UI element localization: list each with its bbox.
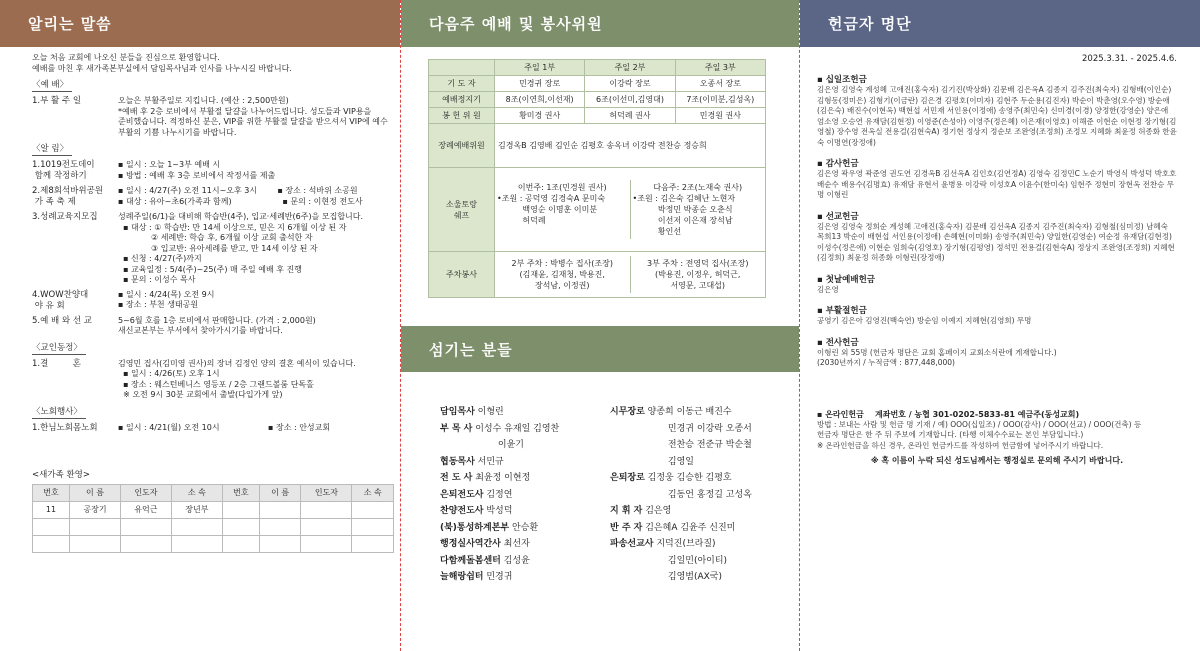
notice-item bbox=[32, 290, 384, 312]
item-line: 5~6월 호를 1층 로비에서 판매합니다. (가격 : 2,000원) bbox=[118, 315, 316, 325]
servant-role: 반 주 자 bbox=[610, 522, 643, 533]
servant-role: 은퇴전도사 bbox=[440, 489, 484, 500]
seniors-item bbox=[32, 423, 384, 434]
intro-line: 예배를 마친 후 새가족본부실에서 담임목사님과 인사를 나누시길 바랍니다. bbox=[32, 64, 292, 73]
social-title: 이번주: 1조(민경원 권사) bbox=[517, 183, 607, 192]
table-cell: 11 bbox=[33, 501, 70, 518]
servant-row bbox=[610, 421, 790, 438]
servant-names: 이성수 유재일 김영찬 bbox=[475, 423, 560, 434]
parking-line: 장석남, 이정권) bbox=[534, 281, 590, 290]
servant-names: 최윤정 이현정 bbox=[475, 473, 531, 483]
online-title: ▪ 온라인헌금 bbox=[817, 409, 864, 419]
servant-names: 민경귀 bbox=[486, 572, 513, 582]
table-cell: 오종서 장로 bbox=[675, 76, 765, 92]
servant-row bbox=[610, 536, 790, 553]
item-label: 2.제8회석바위공원 가 족 축 제 bbox=[32, 186, 103, 207]
online-line: 방법 : 보내는 사람 및 헌금 명 기재 / 예) OOO(십일조) / OOO(감사) / OOO(선교) / OOO(건축) 등 bbox=[817, 419, 1142, 429]
parking-line: 서영문, 고대섭) bbox=[670, 281, 726, 290]
table-row bbox=[429, 168, 766, 252]
social-line: •조원 : 공덕영 김경숙A 문미숙 bbox=[497, 194, 606, 203]
section-notices: 〈알 림〉 bbox=[32, 142, 72, 156]
worship-item bbox=[32, 96, 388, 138]
item-label: 1.1019전도데이 함께 작정하기 bbox=[32, 160, 95, 181]
donor-group-names: 김은영 김영숙 계성혜 고애진(홍숙자) 김기진(박상화) 김문배 김은옥A 김종지 김주진(최숙자) 김형배(이인순) 김형동(정미은) 김형기(이금란) 김은경 김평호(이미자) 김현주 두순용(김진자) 박순이 박춘영(오수영) 방순애(김은숙) 배진수(이현옥) 백현섭 서민재 서인용(이정애) 송영주(최민숙) 신미경(이경) 양정한(강영순) 양은애 엄소영 오승연 유재담(김현정) 이영준(손성아) 이영주(정은혜) 이은재(이영호) 이해준 이현순 이현정 장기형(김영철) 장수영 전옥실 전용걸(김현숙A) 정기현 정상지 정순보 조완영(조정희) 조정모 지혜화 최윤정 허종화 한윤숙 이명연(장정애) bbox=[817, 85, 1177, 147]
donor-group-title: ▪ 전사헌금 bbox=[817, 337, 859, 348]
table-cell: 민경귀 장로 bbox=[495, 76, 585, 92]
donor-period: 2025.3.31. - 2025.4.6. bbox=[1082, 54, 1177, 64]
item-line: 준비했습니다. 적정하신 분은, VIP를 위한 부활절 달걀을 받으셔서 VIP에 예수 bbox=[118, 117, 388, 126]
social-line: 박정민 박종순 오춘식 bbox=[632, 205, 733, 214]
servant-role: 담임목사 bbox=[440, 407, 475, 417]
servant-row bbox=[610, 569, 790, 586]
donor-group-extra: (2030년까지 / 누적금액 : 877,448,000) bbox=[817, 358, 955, 367]
item-line: ▪ 일시 : 4/21(월) 오전 10시 bbox=[118, 422, 220, 432]
table-cell: 허덕례 권사 bbox=[585, 108, 675, 124]
servant-role: 늘해랑쉼터 bbox=[440, 572, 484, 582]
item-body bbox=[118, 359, 356, 401]
item-line: ▪ 장소 : 부천 생태공원 bbox=[118, 300, 199, 309]
item-label: 4.WOW찬양대 야 유 회 bbox=[32, 289, 89, 311]
servant-names: 김성윤 bbox=[503, 555, 530, 566]
table-label: 주차봉사 bbox=[429, 252, 495, 298]
item-body bbox=[118, 290, 215, 312]
table-cell: 황미경 권사 bbox=[495, 108, 585, 124]
servant-row bbox=[610, 503, 790, 520]
table-header: 이 름 bbox=[70, 484, 121, 501]
parking-line: 3부 주차 : 전영덕 집사(조장) bbox=[647, 259, 749, 268]
servant-row bbox=[610, 454, 790, 471]
table-cell bbox=[222, 501, 259, 518]
section-title: 예 배 bbox=[40, 80, 60, 90]
parking-line: (박용진, 이정우, 허덕근, bbox=[655, 270, 741, 279]
servant-role: 은퇴장로 bbox=[610, 473, 645, 483]
item-line: ▪ 대상 : 유아~초6(가족과 함께) ▪ 문의 : 이현정 전도사 bbox=[118, 196, 363, 206]
table-cell bbox=[301, 501, 352, 518]
item-line: ▪ 일시 : 오늘 1~3부 예배 시 bbox=[118, 160, 221, 169]
item-line: 김영민 집사(김미영 권사)의 장녀 김정인 양의 결혼 예식이 있습니다. bbox=[118, 358, 356, 368]
donor-group-names: 김은영 곽우영 곽준영 권도연 김경옥B 김선옥A 김인호(김연정A) 김영숙 김정민C 노순기 박영식 박성덕 박호호 배순수 배용수(김명효) 유재담 유현서 윤병용 이강락 이성호A 이윤수(한미숙) 임현주 정현미 장현옥 전찬승 무명 이형린 bbox=[817, 169, 1177, 199]
servant-names: 양종희 이동근 배진수 bbox=[647, 407, 732, 417]
donor-group-title: ▪ 감사헌금 bbox=[817, 159, 859, 169]
table-row bbox=[33, 501, 394, 518]
item-line: ③ 입교반: 유아세례를 받고, 만 14세 이상 된 자 bbox=[118, 243, 318, 253]
table-label: 소울토랑 쉐프 bbox=[429, 168, 495, 252]
header-servants bbox=[401, 326, 799, 372]
table-header-row bbox=[429, 60, 766, 76]
servant-names: 민경귀 이강락 오종서 bbox=[667, 423, 752, 434]
item-line: ▪ 대상 : ① 학습반: 만 14세 이상으로, 믿은 지 6개월 이상 된 자 bbox=[118, 222, 347, 232]
social-line: 허덕례 bbox=[497, 216, 546, 225]
servant-role: 찬양전도사 bbox=[440, 506, 484, 516]
servant-names: 김은혜A 김윤주 신진미 bbox=[645, 522, 736, 533]
item-line: 성례주일(6/1)을 대비해 학습반(4주), 입교·세례반(6주)을 모집합니다. bbox=[118, 212, 364, 221]
table-label: 예배정지기 bbox=[429, 92, 495, 108]
table-row bbox=[33, 535, 394, 552]
servant-role: 지 휘 자 bbox=[610, 506, 643, 516]
servant-names: 안승환 bbox=[511, 522, 539, 533]
table-cell: 공장기 bbox=[70, 501, 121, 518]
item-label: 1.부 활 주 일 bbox=[32, 96, 82, 106]
item-label: 3.성례교육지모집 bbox=[32, 212, 98, 222]
social-line: 황인선 bbox=[632, 227, 682, 236]
online-account: 계좌번호 / 농협 301-0202-5833-81 예금주(동성교회) bbox=[875, 409, 1080, 419]
servant-names: 김은영 bbox=[645, 506, 672, 516]
table-header: 인도자 bbox=[301, 484, 352, 501]
header-announcements bbox=[0, 0, 400, 47]
table-header: 소 속 bbox=[352, 484, 394, 501]
announcements-column bbox=[32, 52, 388, 553]
servant-names: 전찬승 전준규 박순철 bbox=[667, 440, 752, 450]
servant-role: 행정실사역간사 bbox=[440, 539, 501, 549]
servant-row bbox=[610, 470, 790, 487]
parking-line: 2부 주차 : 박병수 집사(조장) bbox=[511, 259, 613, 268]
schedule-column bbox=[428, 59, 766, 298]
servant-row bbox=[610, 553, 790, 570]
servants-left bbox=[440, 404, 610, 586]
item-line: ▪ 장소 : 안성교회 bbox=[268, 422, 331, 432]
section-title: 알 림 bbox=[40, 144, 60, 154]
newfamily-table bbox=[32, 484, 394, 553]
item-line: 부활의 기쁨 나누시기를 바랍니다. bbox=[118, 127, 237, 137]
online-line: ※ 온라인헌금을 하신 경우, 온라인 헌금카드를 작성하여 헌금함에 넣어주시기 바랍니다. bbox=[817, 440, 1104, 450]
table-header: 주일 1부 bbox=[495, 60, 585, 76]
header-title: 다음주 예배 및 봉사위원 bbox=[429, 15, 603, 33]
parking-line: (김재윤, 김재청, 박용진, bbox=[519, 270, 605, 279]
table-cell: 이강락 장로 bbox=[585, 76, 675, 92]
social-title: 다음주: 2조(노재숙 권사) bbox=[653, 183, 743, 192]
servant-names: 김동언 홍정길 고성옥 bbox=[667, 489, 752, 500]
table-header bbox=[429, 60, 495, 76]
table-row bbox=[429, 108, 766, 124]
item-line: ▪ 장소 : 웨스턴베니스 영등포 / 2층 그랜드볼룸 단독홀 bbox=[118, 379, 314, 389]
intro-text bbox=[32, 52, 384, 74]
table-header: 인도자 bbox=[120, 484, 171, 501]
header-title: 섬기는 분들 bbox=[429, 340, 513, 359]
servant-names: 박성덕 bbox=[486, 506, 513, 516]
item-line: ▪ 일시 : 4/26(토) 오후 1시 bbox=[118, 369, 220, 378]
servant-row bbox=[610, 437, 790, 454]
item-label: 1.결 혼 bbox=[32, 358, 81, 369]
servant-names: 김영일 bbox=[667, 456, 694, 467]
item-line: ▪ 교육일정 : 5/4(주)~25(주) 매 주일 예배 후 진행 bbox=[118, 264, 302, 274]
servant-names: 서민규 bbox=[477, 456, 504, 467]
item-body bbox=[118, 186, 363, 208]
section-seniors: 〈노회행사〉 bbox=[32, 405, 86, 419]
item-line: 오늘은 부활주일로 지킵니다. (예산 : 2,500만원) bbox=[118, 96, 289, 105]
servant-row bbox=[440, 553, 610, 570]
item-body bbox=[118, 160, 275, 182]
table-label: 봉 헌 위 원 bbox=[429, 108, 495, 124]
donor-groups bbox=[817, 73, 1177, 369]
table-header: 번호 bbox=[222, 484, 259, 501]
table-row bbox=[33, 518, 394, 535]
table-cell bbox=[495, 252, 766, 298]
servant-role: 파송선교사 bbox=[610, 539, 654, 549]
schedule-table bbox=[428, 59, 766, 298]
item-body bbox=[118, 316, 316, 337]
servant-names: 이형린 bbox=[477, 407, 504, 417]
family-item bbox=[32, 359, 384, 401]
item-line: ▪ 일시 : 4/24(목) 오전 9시 bbox=[118, 289, 215, 299]
servant-row bbox=[440, 437, 610, 454]
servant-row bbox=[440, 454, 610, 471]
parking-2 bbox=[495, 256, 631, 293]
table-header: 소 속 bbox=[171, 484, 222, 501]
servant-row bbox=[440, 520, 610, 537]
table-row bbox=[429, 76, 766, 92]
table-header-row bbox=[33, 484, 394, 501]
servant-names: 김정연 bbox=[486, 489, 513, 500]
table-cell: 김경옥B 김영배 김인순 김평호 송옥녀 이강락 전찬승 정승희 bbox=[495, 124, 766, 168]
header-title: 알리는 말씀 bbox=[28, 15, 112, 33]
notice-item bbox=[32, 316, 384, 337]
table-header: 주일 2부 bbox=[585, 60, 675, 76]
donor-group-title: ▪ 부활절헌금 bbox=[817, 306, 867, 316]
item-label: 1.한님노회몸노회 bbox=[32, 422, 98, 433]
table-row bbox=[429, 92, 766, 108]
table-label: 기 도 자 bbox=[429, 76, 495, 92]
servant-row bbox=[440, 569, 610, 586]
table-cell: 6조(이선미,김영대) bbox=[585, 92, 675, 108]
notice-item bbox=[32, 186, 384, 208]
table-header: 번호 bbox=[33, 484, 70, 501]
header-donors bbox=[800, 0, 1200, 47]
table-cell bbox=[259, 501, 301, 518]
notice-item bbox=[32, 212, 384, 286]
item-label: 5.예 배 와 선 교 bbox=[32, 315, 92, 326]
donor-group-title: ▪ 첫날예배헌금 bbox=[817, 274, 875, 285]
table-cell: 민경원 권사 bbox=[675, 108, 765, 124]
table-cell: 7조(이미분,김성옥) bbox=[675, 92, 765, 108]
social-this-week bbox=[495, 180, 631, 239]
servant-names: 김일민(아이티) bbox=[667, 555, 728, 566]
intro-line: 오늘 처음 교회에 나오신 분들을 진심으로 환영합니다. bbox=[32, 53, 220, 62]
social-line: •조원 : 김은숙 김혜난 노현자 bbox=[632, 194, 736, 203]
servant-row bbox=[440, 503, 610, 520]
section-family: 〈교인동정〉 bbox=[32, 341, 86, 355]
item-line: ▪ 문의 : 이성수 목사 bbox=[118, 275, 196, 284]
servant-row bbox=[440, 470, 610, 487]
header-schedule bbox=[401, 0, 799, 47]
servant-names: 이윤기 bbox=[497, 440, 524, 450]
social-next-week bbox=[631, 180, 766, 239]
servant-role: 협동목사 bbox=[440, 456, 475, 467]
donor-group-names: 공영기 김은아 김영진(백숙연) 방순임 이예지 지혜현(김영희) 무명 bbox=[817, 316, 1032, 325]
item-line: ▪ 일시 : 4/27(주) 오전 11시~오후 3시 ▪ 장소 : 석바위 소공원 bbox=[118, 186, 358, 195]
servant-role: 다함께돌봄센터 bbox=[440, 555, 501, 566]
section-worship: 〈예 배〉 bbox=[32, 78, 72, 92]
servant-row bbox=[610, 404, 790, 421]
item-line: 새신교본부는 부서에서 찾아가시기를 바랍니다. bbox=[118, 326, 283, 335]
servant-row bbox=[610, 520, 790, 537]
table-cell bbox=[495, 168, 766, 252]
section-title: 노회행사 bbox=[40, 406, 74, 417]
table-cell: 유억근 bbox=[120, 501, 171, 518]
item-line: ② 세례반: 학습 후, 6개월 이상 교회 출석한 자 bbox=[118, 233, 313, 242]
servant-role: 부 목 사 bbox=[440, 423, 473, 434]
servant-names: 최선자 bbox=[503, 539, 530, 549]
item-line: ※ 오전 9시 30분 교회에서 출발(다입가게 앞) bbox=[118, 390, 283, 399]
social-line: 이선저 이은재 장석남 bbox=[632, 216, 733, 225]
table-cell: 8조(이연희,이선재) bbox=[495, 92, 585, 108]
item-line: *예배 후 2층 로비에서 부활절 달걀을 나누어드립니다. 성도들과 VIP용을 bbox=[118, 106, 372, 116]
servant-row bbox=[440, 536, 610, 553]
item-line: ▪ 방법 : 예배 후 3층 로비에서 작정서를 제출 bbox=[118, 170, 276, 180]
donor-group-title: ▪ 십일조헌금 bbox=[817, 75, 867, 85]
servant-row bbox=[610, 487, 790, 504]
servant-row bbox=[440, 404, 610, 421]
online-line: 헌금자 명단은 한 주 뒤 주보에 기재합니다. (타행 이체수수료는 본인 부담입니다.) bbox=[817, 430, 1084, 439]
servants-right bbox=[610, 404, 790, 586]
social-line: 백영순 이명훈 이미분 bbox=[497, 205, 598, 214]
servant-names: 지덕진(브라질) bbox=[656, 539, 716, 549]
servant-row bbox=[440, 421, 610, 438]
table-cell: 장년부 bbox=[171, 501, 222, 518]
item-body bbox=[118, 96, 388, 138]
column-divider bbox=[799, 0, 800, 651]
servant-role: (북)통성하계본부 bbox=[440, 522, 510, 533]
online-note: ※ 혹 이름이 누락 되신 성도님께서는 행정실로 문의해 주시기 바랍니다. bbox=[870, 456, 1124, 465]
table-header: 이 름 bbox=[259, 484, 301, 501]
item-line: ▪ 신청 : 4/27(주)까지 bbox=[118, 254, 202, 263]
online-giving bbox=[817, 409, 1177, 467]
donor-group-title: ▪ 선교헌금 bbox=[817, 211, 859, 222]
servant-names: 김정웅 김승한 김평호 bbox=[647, 473, 732, 483]
section-title: 교인동정 bbox=[40, 342, 74, 353]
table-row bbox=[429, 124, 766, 168]
parking-3 bbox=[631, 256, 766, 293]
servant-row bbox=[440, 487, 610, 504]
table-label: 장례예배위원 bbox=[429, 124, 495, 168]
donor-group-names: 이형린 외 55명 (헌금자 명단은 교회 홈페이지 교회소식란에 게재합니다.) bbox=[817, 347, 1057, 357]
newfamily-title: <새가족 환영> bbox=[32, 469, 91, 480]
table-cell bbox=[352, 501, 394, 518]
servant-role: 시무장로 bbox=[610, 407, 645, 417]
notice-list bbox=[32, 160, 384, 337]
servant-names: 김영범(AX국) bbox=[667, 572, 722, 582]
donor-column bbox=[817, 54, 1177, 466]
notice-item bbox=[32, 160, 384, 182]
item-body bbox=[118, 212, 363, 286]
donor-group-names: 김은영 김영숙 정희순 계성혜 고애진(홍숙자) 김문배 김선옥A 김종지 김주진(최숙자) 김형철(심미정) 남혜숙 목희13 박순이 배현섭 서인용(이정애) 손혜현(이미화) 송영주(최민숙) 양일한(김영순) 여순정 유재담(김현정) 이성수(정은애) 이현순 임희숙(김영호) 장기형(김평영) 정석민 전용걸(김현숙A) 정상지 조완영(조정희) 지혜현(김정희) 최윤정 허종화 이형린(장정애) bbox=[817, 221, 1175, 262]
table-row bbox=[429, 252, 766, 298]
donor-group-names: 김은영 bbox=[817, 284, 839, 294]
header-title: 헌금자 명단 bbox=[828, 15, 912, 33]
table-header: 주일 3부 bbox=[675, 60, 765, 76]
servant-role: 전 도 사 bbox=[440, 473, 473, 483]
